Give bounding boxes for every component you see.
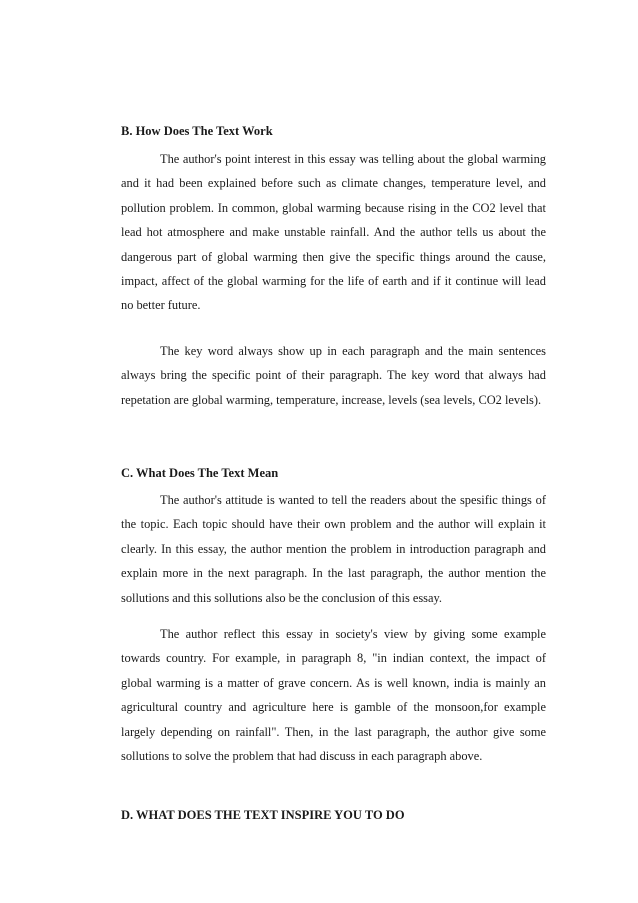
paragraph-b-1: The author's point interest in this essay was telling about the global warming and it had been explained before such as climate changes, temperature level, and pollution problem. In common, global warming because rising in the CO2 level that lead hot atmosphere and make unstable rainfall. And the author tells us about the dangerous part of global warming then give the specific things around the cause, impact, affect of the global warming for the life of earth and if it continue will lead no better future. (121, 152, 546, 313)
section-heading-c: C. What Does The Text Mean (121, 466, 279, 480)
section-heading-b: B. How Does The Text Work (121, 124, 273, 138)
paragraph-b-2: The key word always show up in each paragraph and the main sentences always bring the specific point of their paragraph. The key word that always had repetation are global warming, temperature, increase, levels (sea levels, CO2 levels). (121, 344, 546, 407)
section-heading-d: D. WHAT DOES THE TEXT INSPIRE YOU TO DO (121, 808, 405, 822)
paragraph-c-1: The author's attitude is wanted to tell the readers about the spesific things of the topic. Each topic should have their own problem and the author will explain it clearly. In this essay, the author mention the problem in introduction paragraph and explain more in the next paragraph. In the last paragraph, the author mention the sollutions and this sollutions also be the conclusion of this essay. (121, 493, 546, 605)
paragraph-c-2: The author reflect this essay in society's view by giving some example towards country. For example, in paragraph 8, "in indian context, the impact of global warming is a matter of grave concern. As is well known, india is mainly an agricultural country and agriculture here is gamble of the monsoon,for example largely depending on rainfall". Then, in the last paragraph, the author give some sollutions to solve the problem that had discuss in each paragraph above. (121, 627, 546, 764)
